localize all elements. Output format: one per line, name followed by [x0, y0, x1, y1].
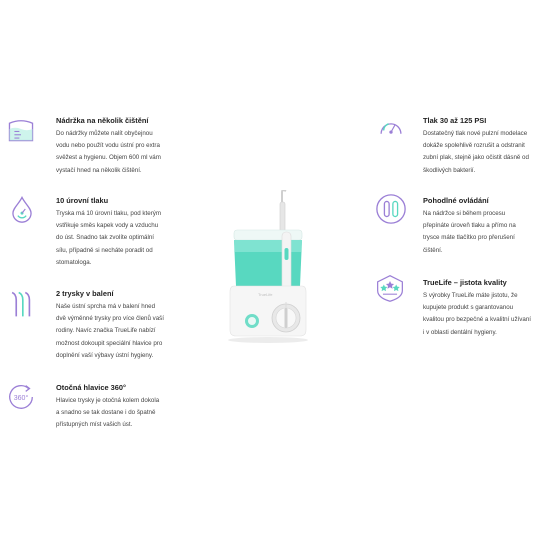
oral-irrigator-illustration: [220, 190, 320, 360]
desc-line: i v oblasti dentální hygieny.: [423, 328, 497, 336]
desc-line: Do nádržky můžete nalít obyčejnou: [56, 130, 153, 137]
feature-title: Nádržka na několik čištění: [56, 116, 149, 125]
desc-line: Naše ústní sprcha má v balení hned: [56, 303, 156, 310]
desc-line: kvalitou pro bezpečné a kvalitní užívaní: [423, 316, 532, 324]
desc-line: Hlavice trysky je otočná kolem dokola: [56, 397, 160, 404]
feature-title: TrueLife – jistota kvality: [423, 278, 507, 287]
desc-line: vodu nebo použít vodu ústní pro extra: [56, 142, 160, 150]
quality-badge-icon: [375, 272, 405, 304]
desc-line: čištění.: [423, 246, 443, 254]
feature-title: Tlak 30 až 125 PSI: [423, 116, 487, 125]
desc-line: doplnění vaší výbavy ústní hygieny.: [56, 351, 154, 359]
feature-description: [56, 208, 161, 269]
feature-description: [56, 395, 159, 432]
feature-description: [423, 208, 516, 257]
desc-line: svěžest a hygienu. Objem 600 ml vám: [56, 154, 161, 162]
desc-line: přístupných míst vašich úst.: [56, 421, 133, 429]
feature-description: [56, 301, 164, 362]
desc-line: a snadno se tak dostane i do špatně: [56, 409, 156, 417]
product-image: [220, 190, 320, 360]
desc-line: Dostatečný tlak nové pulzní modelace: [423, 130, 528, 137]
desc-line: Na nádržce si během procesu: [423, 210, 506, 217]
desc-line: dvě výměnné trysky pro více členů vaší: [56, 315, 164, 323]
desc-line: vystačí hned na několik čištění.: [56, 166, 142, 174]
controls-icon: [375, 193, 407, 225]
desc-line: trysce máte tlačítko pro přerušení: [423, 234, 515, 242]
desc-line: stomatologa.: [56, 258, 92, 266]
desc-line: rodiny. Navíc značka TrueLife nabízí: [56, 327, 156, 335]
feature-description: [423, 290, 531, 339]
tank-icon: [7, 115, 35, 143]
pressure-gauge-icon: [377, 114, 405, 142]
desc-line: S výrobky TrueLife máte jistotu, že: [423, 292, 518, 299]
water-drop-icon: [8, 194, 36, 224]
desc-line: Tryska má 10 úrovní tlaku, pod kterým: [56, 210, 161, 217]
feature-description: [423, 128, 529, 177]
desc-line: kupujete produkt s garantovanou: [423, 304, 514, 312]
rotate-360-icon: [5, 381, 37, 413]
brand-logo: TrueLife: [258, 292, 273, 297]
desc-line: škodlivých bakterií.: [423, 166, 476, 174]
desc-line: možnost dokoupit speciální hlavice pro: [56, 339, 163, 347]
desc-line: vstřikuje směs kapek vody a vzduchu: [56, 222, 159, 230]
feature-title: Otočná hlavice 360°: [56, 383, 126, 392]
nozzles-icon: [8, 289, 36, 319]
desc-line: sílu, případně si necháte poradit od: [56, 246, 153, 254]
feature-description: [56, 128, 161, 177]
feature-title: 2 trysky v balení: [56, 289, 114, 298]
desc-line: zubní plak, stejně jako očistit dásně od: [423, 154, 529, 162]
desc-line: přepínáte úroveň tlaku a přímo na: [423, 222, 516, 230]
desc-line: dokáže spolehlivě rozrušit a odstranit: [423, 142, 525, 150]
feature-title: Pohodlné ovládání: [423, 196, 489, 205]
desc-line: do úst. Snadno tak zvolíte optimální: [56, 234, 155, 242]
feature-title: 10 úrovní tlaku: [56, 196, 109, 205]
rotate-360-label: 360°: [13, 394, 29, 402]
